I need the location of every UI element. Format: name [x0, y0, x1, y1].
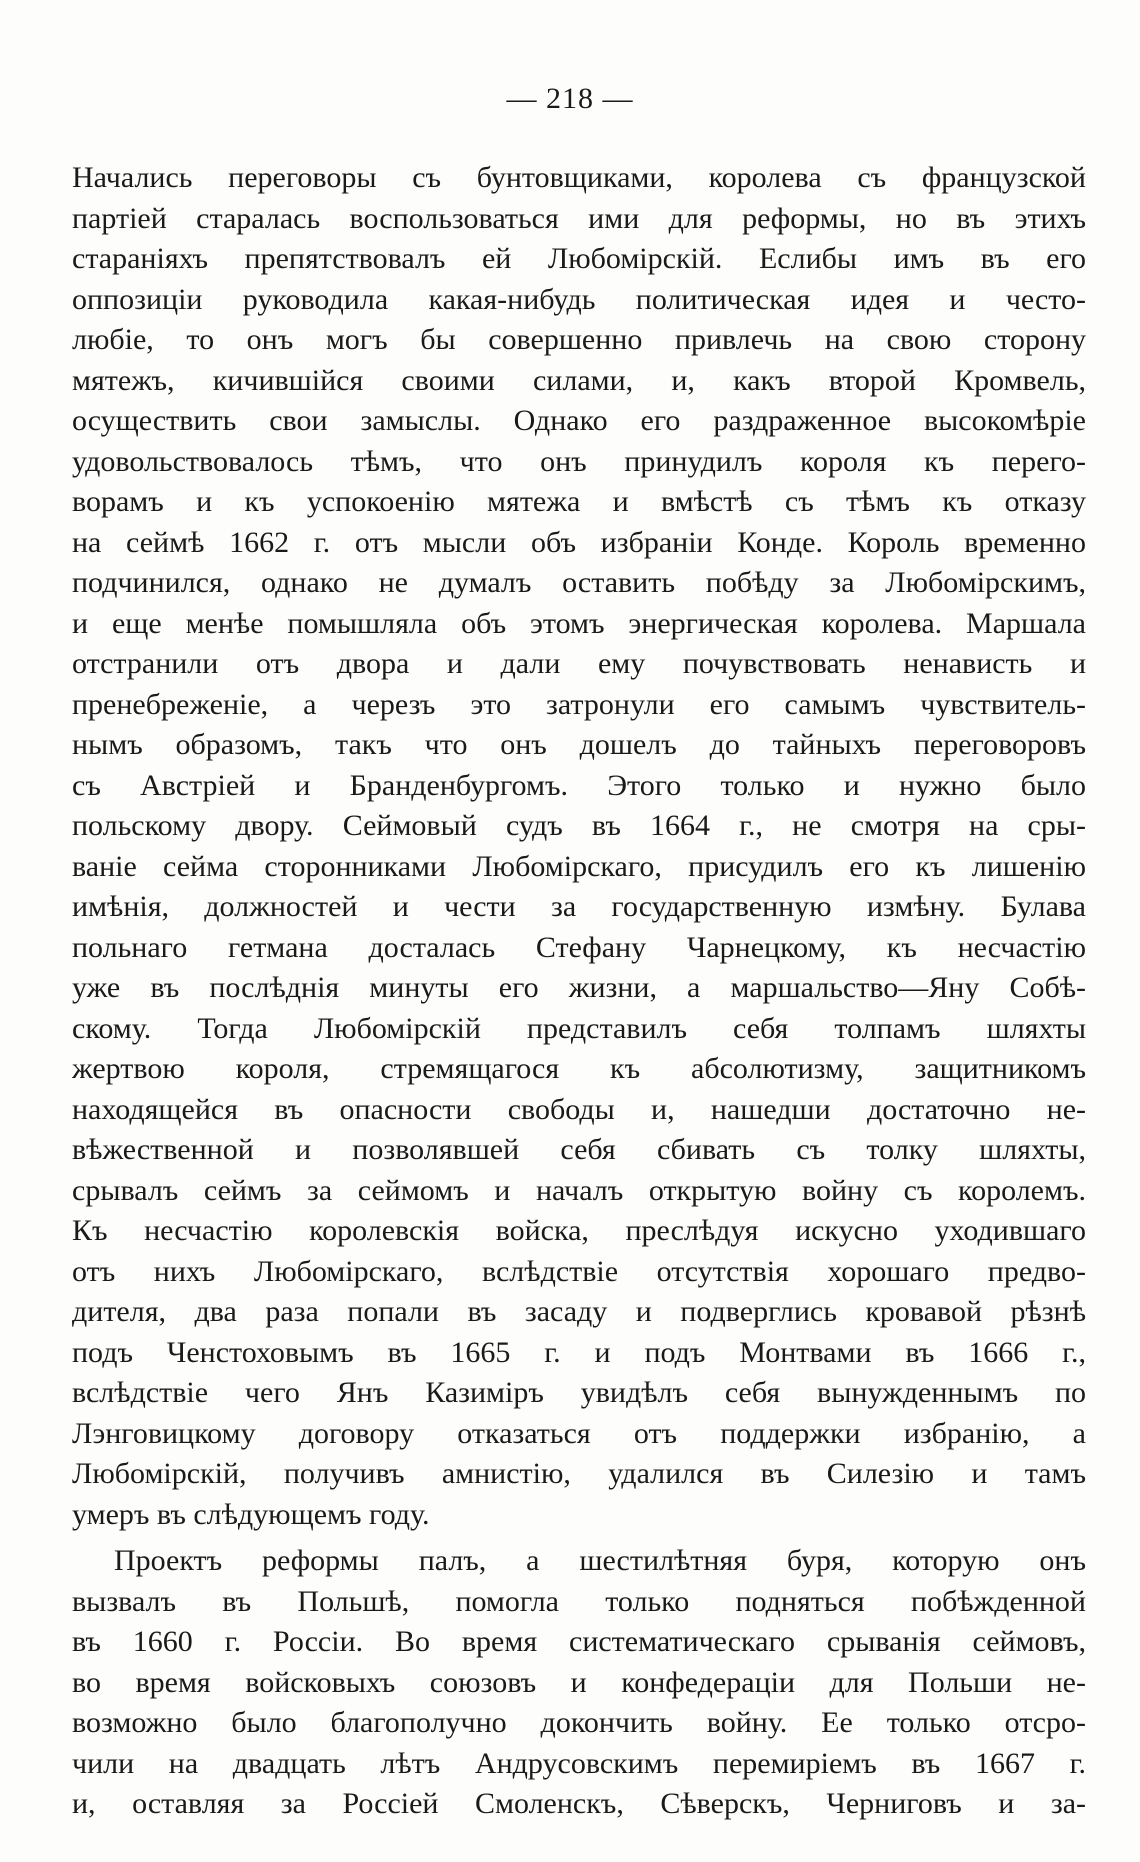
text-line: срывалъ сеймъ за сеймомъ и началъ открытую войну съ королемъ. [72, 1173, 1086, 1207]
text-line: отстранили отъ двора и дали ему почувствовать ненависть и [72, 647, 1086, 680]
text-line: вѣжественной и позволявшей себя сбивать съ толку шляхты, [72, 1133, 1086, 1166]
text-line: и еще менѣе помышляла объ этомъ энергическая королева. Маршала [72, 606, 1086, 640]
text-line: умеръ въ слѣдующемъ году. [72, 1497, 430, 1531]
text-line: отъ нихъ Любомірскаго, вслѣдствіе отсутствія хорошаго предво- [72, 1254, 1086, 1288]
text-line: партіей старалась воспользоваться ими для реформы, но въ этихъ [72, 201, 1086, 235]
text-line: осуществить свои замыслы. Однако его раздраженное высокомѣріе [72, 404, 1086, 437]
text-line: ворамъ и къ успокоенію мятежа и вмѣстѣ съ тѣмъ къ отказу [72, 485, 1086, 518]
text-body [72, 158, 1086, 1825]
text-line: Къ несчастію королевскія войска, преслѣдуя искусно уходившаго [72, 1214, 1086, 1247]
text-line: на сеймѣ 1662 г. отъ мысли объ избраніи Конде. Король временно [72, 525, 1086, 559]
text-line: Любомірскій, получивъ амнистію, удалился въ Силезію и тамъ [72, 1457, 1086, 1490]
text-line: подчинился, однако не думалъ оставить побѣду за Любомірскимъ, [72, 566, 1086, 599]
text-line: во время войсковыхъ союзовъ и конфедераціи для Польши не- [72, 1665, 1086, 1699]
text-line: находящейся въ опасности свободы и, нашедши достаточно не- [72, 1092, 1086, 1126]
text-line: польскому двору. Сеймовый судъ въ 1664 г., не смотря на сры- [72, 809, 1086, 842]
paragraph-2 [72, 1541, 1086, 1825]
text-line: въ 1660 г. Россіи. Во время систематическаго срыванія сеймовъ, [72, 1625, 1086, 1658]
text-line: подъ Ченстоховымъ въ 1665 г. и подъ Монтвами въ 1666 г., [72, 1335, 1086, 1369]
text-line: вслѣдствіе чего Янъ Казиміръ увидѣлъ себя вынужденнымъ по [72, 1376, 1086, 1409]
text-line: вызвалъ въ Польшѣ, помогла только подняться побѣжденной [72, 1584, 1086, 1618]
text-line: польнаго гетмана досталась Стефану Чарнецкому, къ несчастію [72, 930, 1086, 964]
text-line: оппозиціи руководила какая-нибудь политическая идея и често- [72, 282, 1086, 316]
text-line: имѣнія, должностей и чести за государственную измѣну. Булава [72, 890, 1086, 923]
text-line: скому. Тогда Любомірскій представилъ себя толпамъ шляхты [72, 1011, 1086, 1045]
text-line: мятежъ, кичившійся своими силами, и, какъ второй Кромвель, [72, 363, 1086, 397]
text-line: удовольствовалось тѣмъ, что онъ принудилъ короля къ перего- [72, 444, 1086, 478]
text-line: возможно было благополучно докончить войну. Ее только отсро- [72, 1706, 1086, 1739]
page-number: — 218 — [506, 82, 634, 115]
text-line: Начались переговоры съ бунтовщиками, королева съ французской [72, 161, 1086, 194]
text-line: ваніе сейма сторонниками Любомірскаго, присудилъ его къ лишенію [72, 849, 1086, 883]
text-line: Проектъ реформы палъ, а шестилѣтняя буря, которую онъ [114, 1544, 1086, 1577]
text-line: Лэнговицкому договору отказаться отъ поддержки избранію, а [72, 1416, 1086, 1450]
text-line: и, оставляя за Россіей Смоленскъ, Сѣверскъ, Черниговъ и за- [72, 1787, 1086, 1820]
text-line: нымъ образомъ, такъ что онъ дошелъ до тайныхъ переговоровъ [72, 728, 1086, 761]
text-line: любіе, то онъ могъ бы совершенно привлечь на свою сторону [72, 323, 1086, 356]
text-line: съ Австріей и Бранденбургомъ. Этого только и нужно было [72, 768, 1086, 802]
text-line: жертвою короля, стремящагося къ абсолютизму, защитникомъ [72, 1052, 1086, 1085]
text-line: стараніяхъ препятствовалъ ей Любомірскій. Еслибы имъ въ его [72, 242, 1086, 275]
text-line: уже въ послѣднія минуты его жизни, а маршальство—Яну Собѣ- [72, 971, 1086, 1004]
text-line: дителя, два раза попали въ засаду и подверглись кровавой рѣзнѣ [72, 1295, 1086, 1328]
text-line: чили на двадцать лѣтъ Андрусовскимъ перемиріемъ въ 1667 г. [72, 1746, 1086, 1780]
paragraph-1 [72, 158, 1086, 1535]
text-line: пренебреженіе, а черезъ это затронули его самымъ чувствитель- [72, 687, 1086, 721]
